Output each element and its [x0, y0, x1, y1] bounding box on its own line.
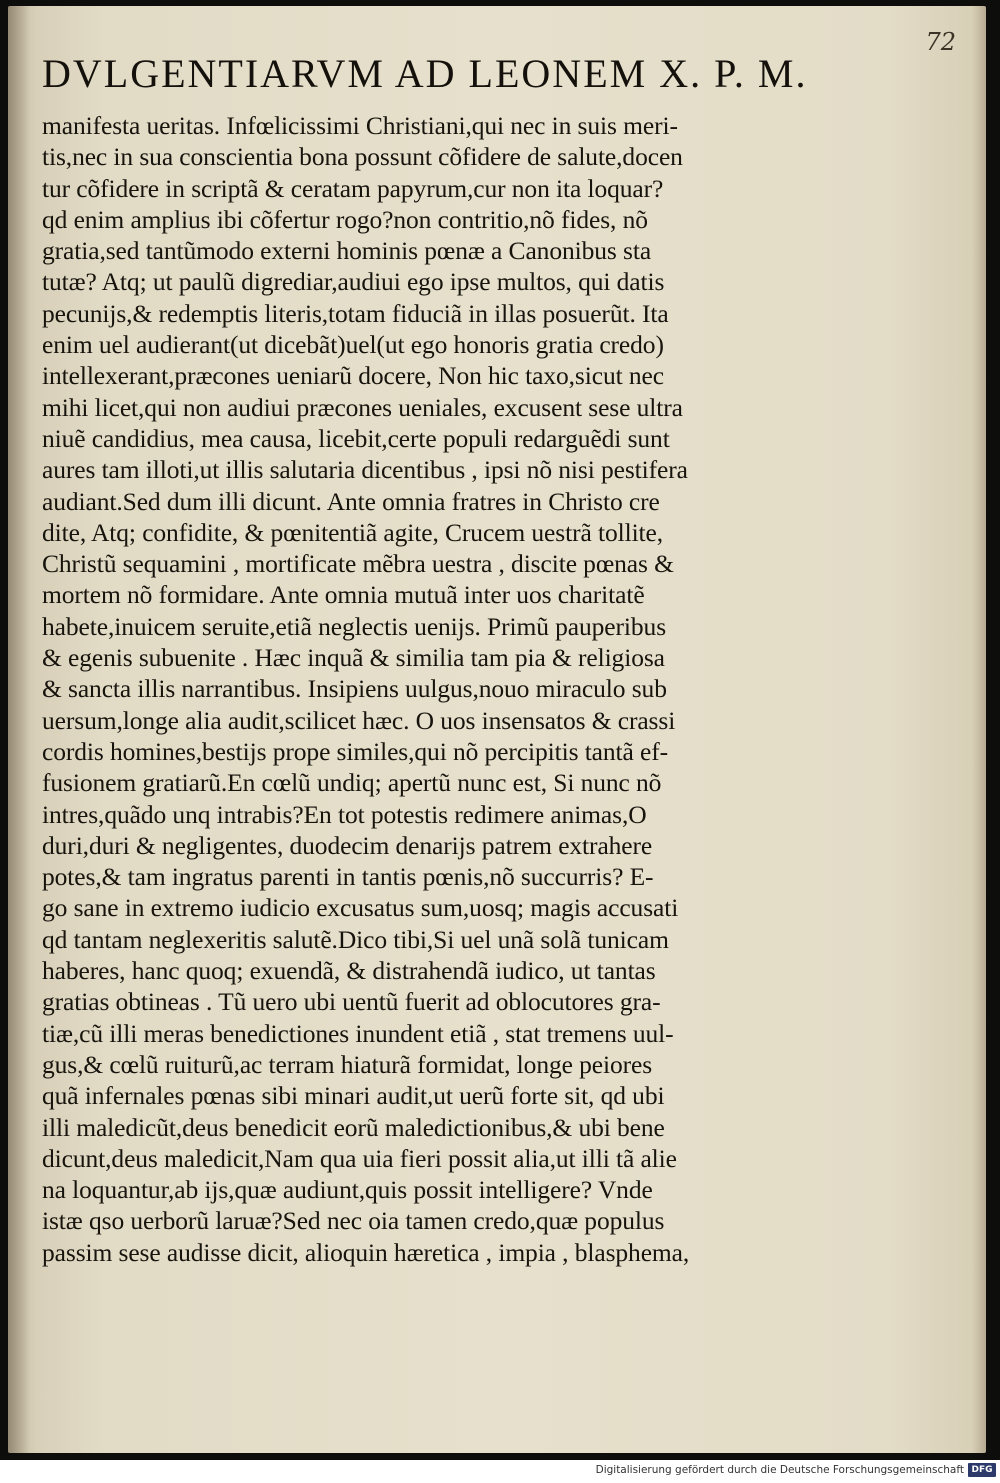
text-line: haberes, hanc quoq; exuendã, & distrahendã iudico, ut tantas — [42, 956, 656, 986]
text-line: dicunt,deus maledicit,Nam qua uia fieri possit alia,ut illi tã alie — [42, 1143, 677, 1173]
text-line: intellexerant,præcones ueniarũ docere, Non hic taxo,sicut nec — [42, 361, 664, 391]
text-line: na loquantur,ab ijs,quæ audiunt,quis possit intelligere? Vnde — [42, 1175, 653, 1205]
text-line: qd tantam neglexeritis salutẽ.Dico tibi,Si uel unã solã tunicam — [42, 924, 669, 954]
page-binding-shadow — [8, 6, 30, 1453]
text-line: enim uel audierant(ut dicebãt)uel(ut ego honoris gratia credo) — [42, 330, 664, 360]
text-line: qd enim amplius ibi cõfertur rogo?non contritio,nõ fides, nõ — [42, 204, 648, 234]
text-line: aures tam illoti,ut illis salutaria dicentibus , ipsi nõ nisi pestifera — [42, 455, 688, 485]
text-line: gratia,sed tantũmodo externi hominis pœnæ a Canonibus sta — [42, 236, 652, 266]
text-line: niuẽ candidius, mea causa, licebit,certe populi redarguẽdi sunt — [42, 423, 670, 453]
text-line: tis,nec in sua conscientia bona possunt cõfidere de salute,docen — [42, 142, 683, 172]
text-line: quã infernales pœnas sibi minari audit,ut uerũ forte sit, qd ubi — [42, 1081, 665, 1111]
text-line: gus,& cœlũ ruiturũ,ac terram hiaturã formidat, longe peiores — [42, 1049, 653, 1079]
footer-bar — [0, 1460, 1000, 1483]
text-line: mihi licet,qui non audiui præcones ueniales, excusent sese ultra — [42, 392, 683, 422]
book-page — [8, 6, 986, 1453]
text-line: & egenis subuenite . Hæc inquã & similia tam pia & religiosa — [42, 643, 665, 673]
text-line: audiant.Sed dum illi dicunt. Ante omnia fratres in Christo cre — [42, 486, 660, 516]
text-line: habete,inuicem seruite,etiã neglectis uenijs. Primũ pauperibus — [42, 611, 667, 641]
page-edge-shadow — [972, 6, 986, 1453]
folio-number: 72 — [925, 28, 956, 56]
text-line: tiæ,cũ illi meras benedictiones inundent etiã , stat tremens uul- — [42, 1018, 674, 1048]
text-line: cordis homines,bestijs prope similes,qui nõ percipitis tantã ef- — [42, 736, 669, 766]
text-line: illi maledicũt,deus benedicit eorũ maledictionibus,& ubi bene — [42, 1112, 665, 1142]
text-line: tur cõfidere in scriptã & ceratam papyrum,cur non ita loquar? — [42, 173, 664, 203]
text-line: duri,duri & negligentes, duodecim denarijs patrem extrahere — [42, 830, 653, 860]
text-line: manifesta ueritas. Infœlicissimi Christiani,qui nec in suis meri- — [42, 111, 678, 140]
dfg-logo: DFG — [968, 1463, 996, 1477]
text-line: istæ qso uerborũ laruæ?Sed nec oia tamen credo,quæ populus — [42, 1206, 665, 1236]
text-line: dite, Atq; confidite, & pœnitentiã agite, Crucem uestrã tollite, — [42, 517, 664, 547]
text-line: potes,& tam ingratus parenti in tantis pœnis,nõ succurris? E- — [42, 862, 654, 892]
text-line: Christũ sequamini , mortificate mẽbra uestra , discite pœnas & — [42, 549, 674, 579]
text-line: intres,quãdo unq intrabis?En tot potestis redimere animas,O — [42, 799, 647, 829]
running-head: DVLGENTIARVM AD LEONEM X. P. M. — [42, 51, 808, 96]
text-line: & sancta illis narrantibus. Insipiens uulgus,nouo miraculo sub — [42, 674, 667, 704]
funding-credit: Digitalisierung gefördert durch die Deutsche Forschungsgemeinschaft — [595, 1464, 964, 1476]
text-line: uersum,longe alia audit,scilicet hæc. O uos insensatos & crassi — [42, 705, 676, 735]
text-line: fusionem gratiarũ.En cœlũ undiq; apertũ nunc est, Si nunc nõ — [42, 768, 662, 798]
body-text — [42, 110, 972, 1268]
text-line: go sane in extremo iudicio excusatus sum,uosq; magis accusati — [42, 893, 679, 923]
text-line: passim sese audisse dicit, alioquin hæretica , impia , blasphema, — [42, 1237, 690, 1267]
text-line: tutæ? Atq; ut paulũ digrediar,audiui ego ipse multos, qui datis — [42, 267, 665, 297]
text-line: pecunijs,& redemptis literis,totam fiduciã in illas posuerũt. Ita — [42, 298, 669, 328]
text-line: mortem nõ formidare. Ante omnia mutuã inter uos charitatẽ — [42, 580, 645, 610]
text-line: gratias obtineas . Tũ uero ubi uentũ fuerit ad oblocutores gra- — [42, 987, 661, 1017]
